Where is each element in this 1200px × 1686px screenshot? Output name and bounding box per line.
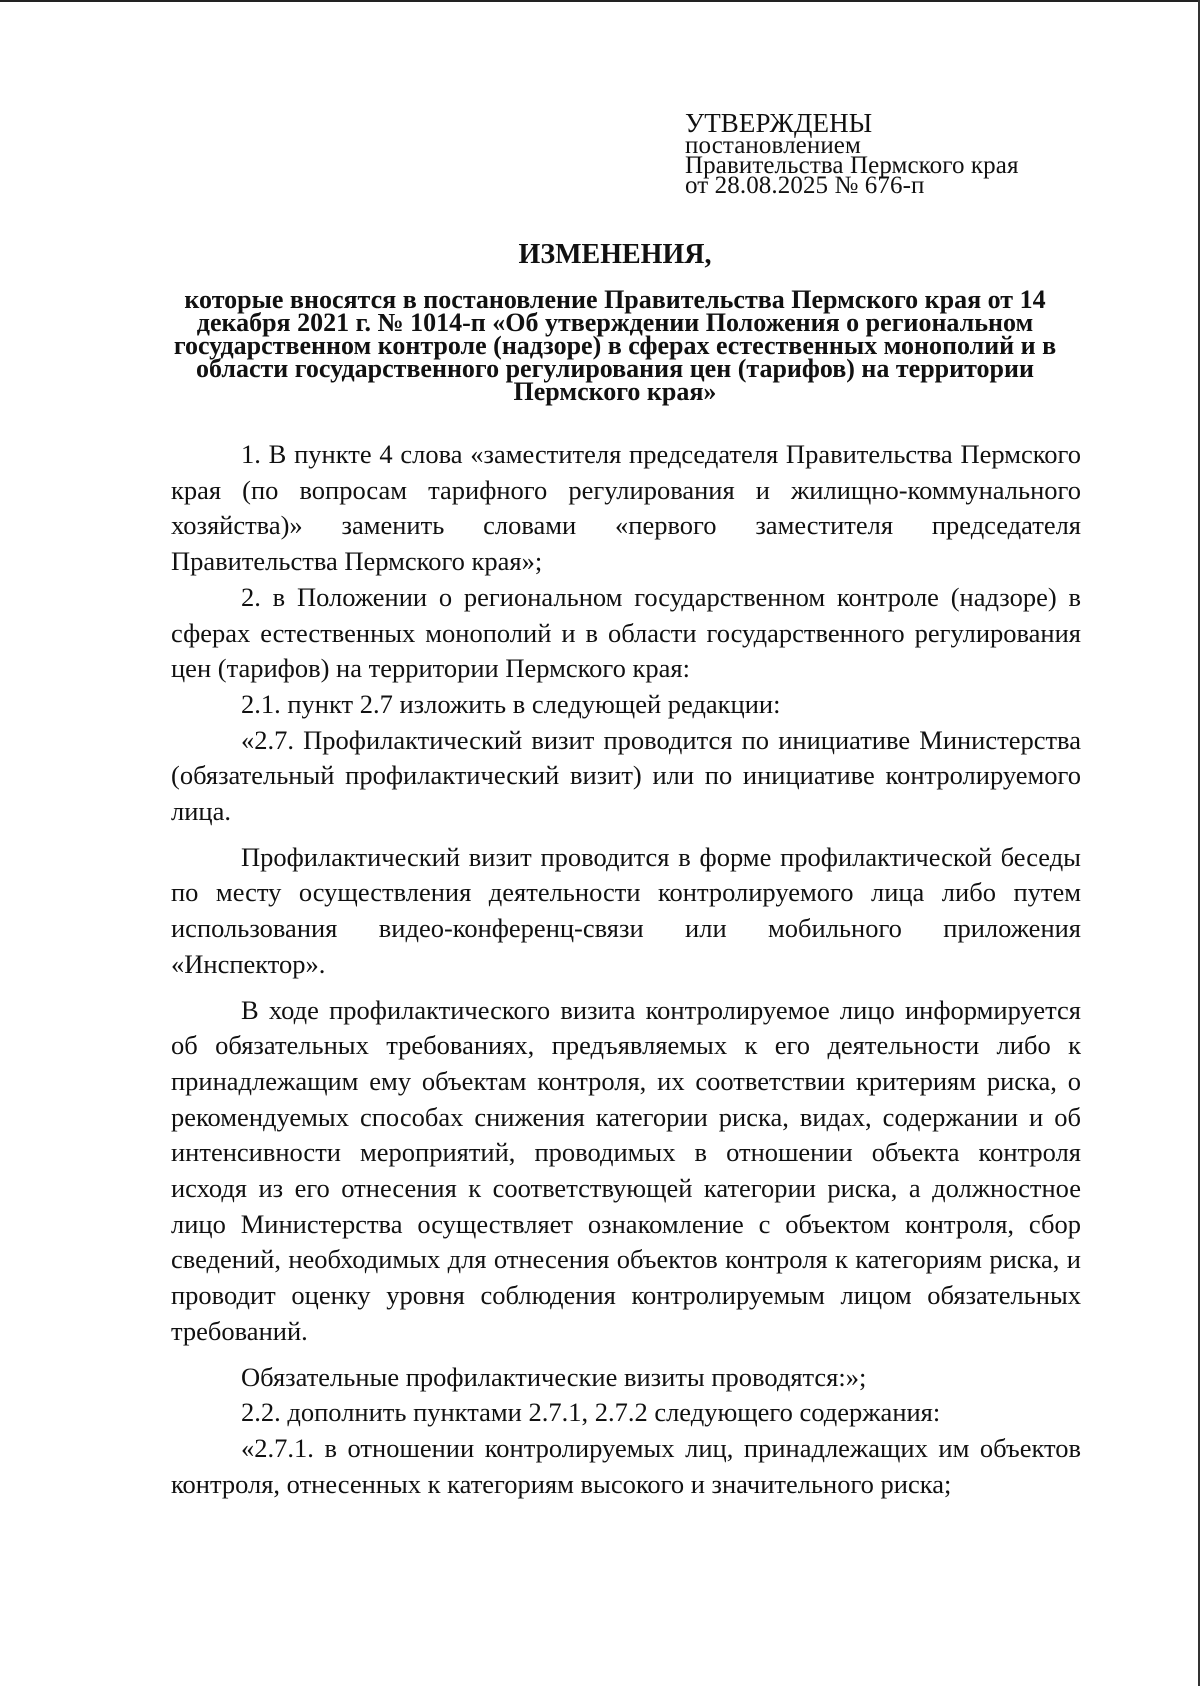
paragraph-7: Обязательные профилактические визиты проводятся:»;: [241, 1361, 867, 1392]
paragraph-1: 1. В пункте 4 слова «заместителя председателя Правительства Пермского края (по вопросам тарифного регулирования и жилищно-коммунального хозяйства)» заменить словами «первого заместителя председателя Правительства Пермского края»;: [171, 439, 1081, 577]
approval-line-2: Правительства Пермского края: [685, 152, 1019, 179]
approval-stamp-block: [685, 108, 1105, 199]
approval-title: УТВЕРЖДЕНЫ: [685, 108, 873, 138]
paragraph-9: «2.7.1. в отношении контролируемых лиц, принадлежащих им объектов контроля, отнесенных к категориям высокого и значительного риска;: [171, 1432, 1081, 1499]
paragraph-6: В ходе профилактического визита контролируемое лицо информируется об обязательных требованиях, предъявляемых к его деятельности либо к принадлежащим ему объектам контроля, их соответствии критериям риска, о рекомендуемых способах снижения категории риска, видах, содержании и об интенсивности мероприятий, проводимых в отношении объекта контроля исходя из его отнесения к соответствующей категории риска, а должностное лицо Министерства осуществляет ознакомление с объектом контроля, сбор сведений, необходимых для отнесения объектов контроля к категориям риска, и проводит оценку уровня соблюдения контролируемым лицом обязательных требований.: [171, 994, 1081, 1346]
paragraph-2: 2. в Положении о региональном государственном контроле (надзоре) в сферах естественных монополий и в области государственного регулирования цен (тарифов) на территории Пермского края:: [171, 581, 1081, 684]
document-body: [171, 437, 1081, 1502]
paragraph-5: Профилактический визит проводится в форме профилактической беседы по месту осуществления деятельности контролируемого лица либо путем использования видео-конференц-связи или мобильного приложения «Инспектор».: [171, 841, 1081, 979]
paragraph-3: 2.1. пункт 2.7 изложить в следующей редакции:: [241, 688, 781, 719]
paragraph-4: «2.7. Профилактический визит проводится по инициативе Министерства (обязательный профилактический визит) или по инициативе контролируемого лица.: [171, 724, 1081, 827]
approval-line-1: постановлением: [685, 132, 861, 159]
scan-edge-top: [0, 0, 1200, 2]
paragraph-8: 2.2. дополнить пунктами 2.7.1, 2.7.2 следующего содержания:: [241, 1397, 941, 1428]
heading-title: ИЗМЕНЕНИЯ,: [518, 239, 712, 270]
approval-line-3: от 28.08.2025 № 676-п: [685, 172, 925, 199]
heading-subtitle: которые вносятся в постановление Правительства Пермского края от 14 декабря 2021 г. № 1014-п «Об утверждении Положения о региональном государственном контроле (надзоре) в сферах естественных монополий и в области государственного регулирования цен (тарифов) на территории Пермского края»: [173, 285, 1057, 406]
document-heading: [150, 239, 1080, 406]
